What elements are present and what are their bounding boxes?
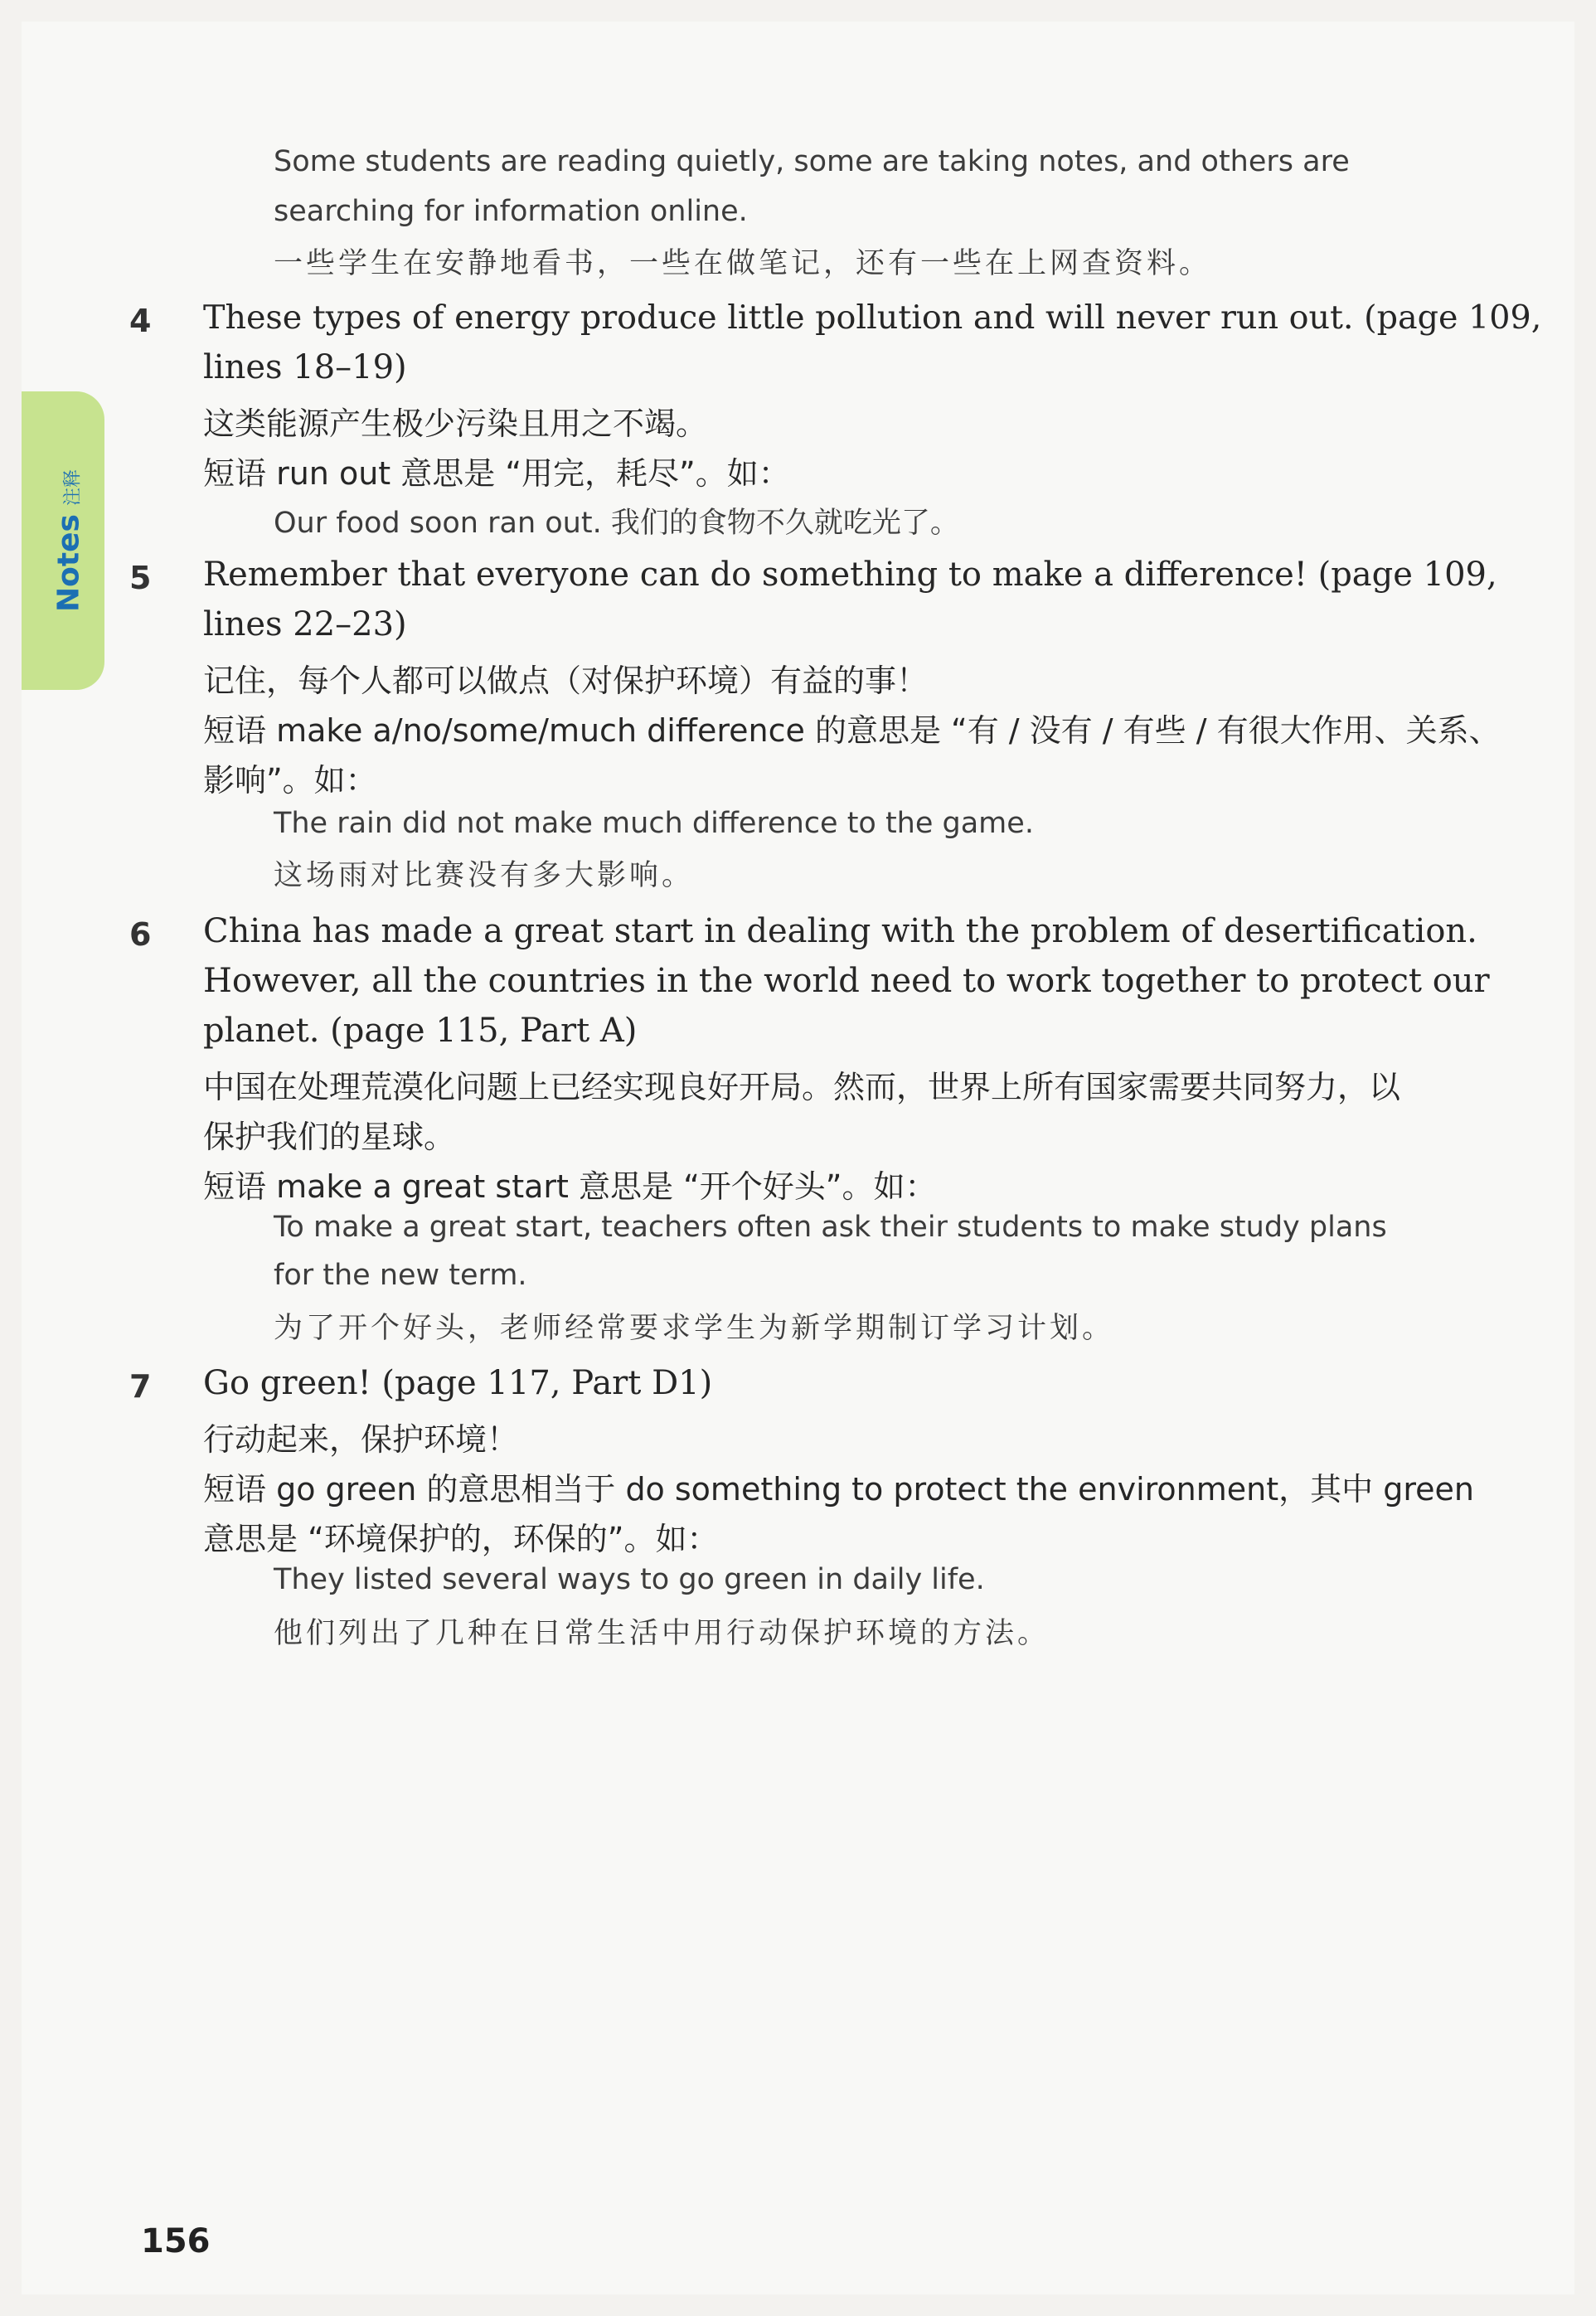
note-number: 7 xyxy=(129,1368,152,1405)
note-7-example-translation: 他们列出了几种在日常生活中用行动保护环境的方法。 xyxy=(274,1617,1050,1650)
note-5-explanation-line-1: 短语 make a/no/some/much difference 的意思是 “有 / 没有 / 有些 / 有很大作用、关系、 xyxy=(203,712,1501,749)
note-6-sentence-line-1: China has made a great start in dealing with the problem of desertification. xyxy=(203,912,1477,950)
notes-label-zh: 注释 xyxy=(62,469,84,507)
note-6-example-line-2: for the new term. xyxy=(274,1259,527,1292)
note-7-example: They listed several ways to go green in daily life. xyxy=(274,1563,985,1596)
note-4-sentence-line-2: lines 18–19) xyxy=(203,348,407,386)
note-4-example: Our food soon ran out. 我们的食物不久就吃光了。 xyxy=(274,507,959,540)
note-7-sentence: Go green! (page 117, Part D1) xyxy=(203,1364,713,1402)
note-6-translation-line-1: 中国在处理荒漠化问题上已经实现良好开局。然而，世界上所有国家需要共同努力，以 xyxy=(203,1069,1401,1105)
note-7-explanation-line-2: 意思是 “环境保护的，环保的”。如： xyxy=(203,1521,719,1557)
note-6-explanation: 短语 make a great start 意思是 “开个好头”。如： xyxy=(203,1168,937,1205)
intro-example-translation: 一些学生在安静地看书，一些在做笔记，还有一些在上网查资料。 xyxy=(274,247,1212,280)
intro-example-line-2: searching for information online. xyxy=(274,195,748,228)
note-4-explanation: 短语 run out 意思是 “用完，耗尽”。如： xyxy=(203,455,790,492)
note-number: 4 xyxy=(129,303,152,339)
note-4-sentence-line-1: These types of energy produce little pollution and will never run out. (page 109, xyxy=(203,299,1542,337)
note-number: 5 xyxy=(129,560,152,596)
note-5-sentence-line-2: lines 22–23) xyxy=(203,605,407,643)
note-6-translation-line-2: 保护我们的星球。 xyxy=(203,1119,456,1155)
intro-example-line-1: Some students are reading quietly, some are taking notes, and others are xyxy=(274,145,1350,178)
note-6-example-translation: 为了开个好头，老师经常要求学生为新学期制订学习计划。 xyxy=(274,1312,1115,1345)
page-number: 156 xyxy=(141,2222,211,2260)
note-7-translation: 行动起来，保护环境！ xyxy=(203,1421,519,1458)
notes-label-en: Notes xyxy=(51,514,86,612)
note-number: 6 xyxy=(129,916,152,953)
note-5-sentence-line-1: Remember that everyone can do something to make a difference! (page 109, xyxy=(203,556,1497,594)
note-5-translation: 记住，每个人都可以做点（对保护环境）有益的事！ xyxy=(203,663,929,699)
notes-side-tab-label xyxy=(52,469,86,612)
note-5-example: The rain did not make much difference to the game. xyxy=(274,807,1034,840)
note-6-example-line-1: To make a great start, teachers often ask their students to make study plans xyxy=(274,1211,1387,1244)
note-6-sentence-line-2: However, all the countries in the world need to work together to protect our xyxy=(203,962,1490,1000)
note-5-example-translation: 这场雨对比赛没有多大影响。 xyxy=(274,859,695,892)
note-7-explanation-line-1: 短语 go green 的意思相当于 do something to protect the environment，其中 green xyxy=(203,1471,1474,1508)
note-6-sentence-line-3: planet. (page 115, Part A) xyxy=(203,1012,638,1050)
note-5-explanation-line-2: 影响”。如： xyxy=(203,762,377,799)
note-4-translation: 这类能源产生极少污染且用之不竭。 xyxy=(203,405,708,442)
